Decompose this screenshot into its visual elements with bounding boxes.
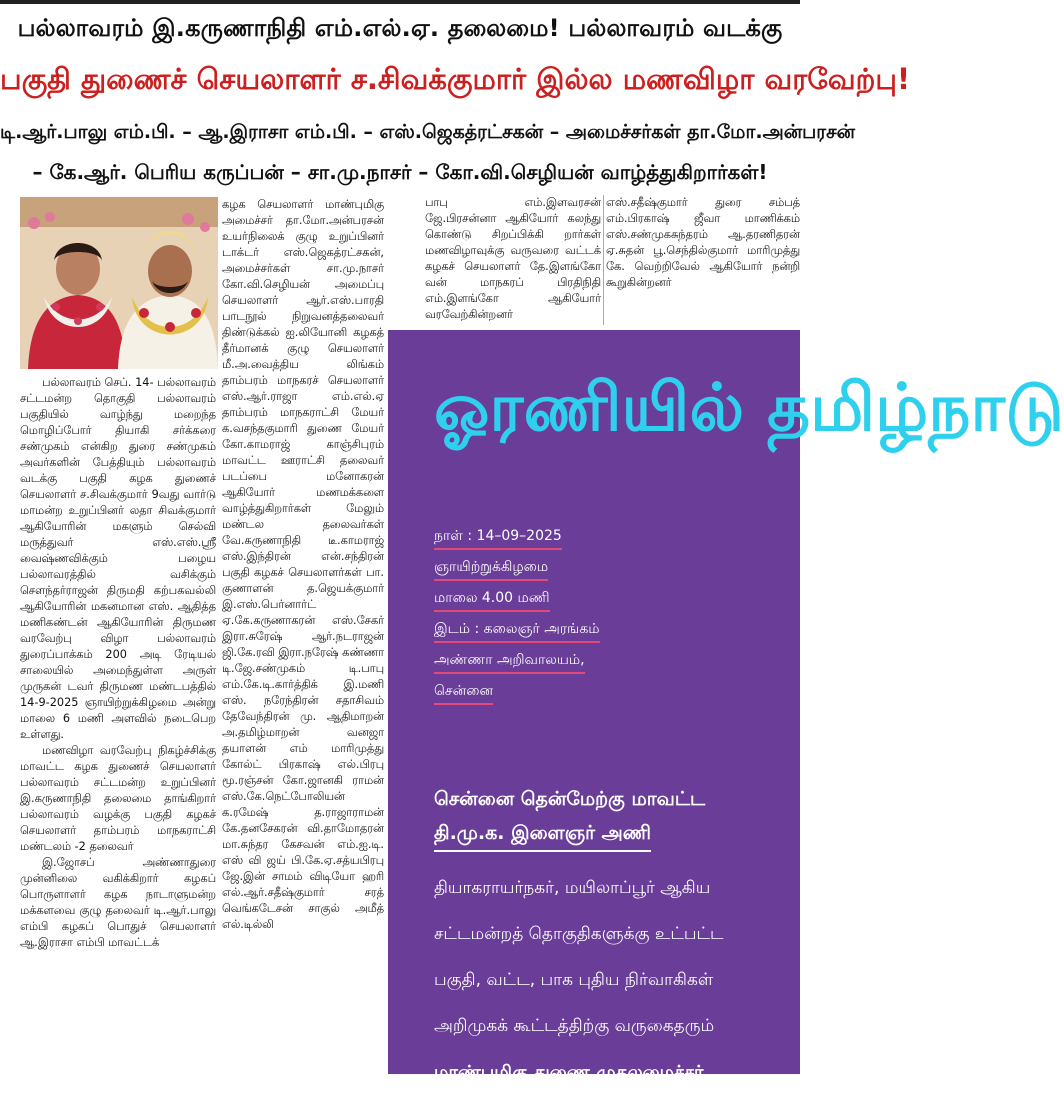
article-column-3: பாபு எம்.இளவரசன் ஜே.பிரசன்னா ஆகியோர் கலந்து கொண்டு சிறப்பிக்கி றார்கள் மணவிழாவுக்கு வருவரை வட்டக் கழகச் செயலாளர் தே.இளங்கோ வன் மாநகரப் பிரதிநிதி எம்.இளங்கோ ஆகியோர் வரவேற்கின்றனர் bbox=[425, 196, 601, 321]
event-advertisement bbox=[388, 330, 1064, 1083]
headline-line-1: பல்லாவரம் இ.கருணாநிதி எம்.எல்.ஏ. தலைமை! பல்லாவரம் வடக்கு bbox=[17, 14, 783, 42]
column-divider bbox=[603, 195, 604, 325]
advert-day: ஞாயிற்றுக்கிழமை bbox=[434, 559, 548, 581]
advert-venue-building: அண்ணா அறிவாலயம், bbox=[434, 652, 585, 674]
advert-time: மாலை 4.00 மணி bbox=[434, 590, 550, 612]
advert-body-line: மாண்புமிகு துணை முதலமைச்சர் bbox=[434, 1062, 704, 1083]
wedding-couple-photo bbox=[20, 197, 218, 369]
advert-org-line-1: சென்னை தென்மேற்கு மாவட்ட bbox=[434, 788, 706, 810]
advert-city: சென்னை bbox=[434, 683, 493, 705]
headline-line-3: டி.ஆர்.பாலு எம்.பி. – ஆ.இராசா எம்.பி. – எஸ்.ஜெகத்ரட்சகன் – அமைச்சர்கள் தா.மோ.அன்பரசன் bbox=[0, 121, 856, 143]
advert-body-line: அறிமுகக் கூட்டத்திற்கு வருகைதரும் bbox=[434, 1016, 715, 1036]
advert-event-details bbox=[434, 528, 600, 714]
advert-org-line-2: தி.மு.க. இளைஞர் அணி bbox=[434, 822, 651, 852]
headline-line-2: பகுதி துணைச் செயலாளர் ச.சிவக்குமார் இல்ல மணவிழா வரவேற்பு! bbox=[0, 62, 911, 96]
article-paragraph: இ.ஜோசப் அண்ணாதுரை முன்னிலை வகிக்கிறார் கழகப் பொருளாளர் கழக நாடாளுமன்ற மக்களவை குழு தலைவர் டி.ஆர்.பாலு எம்பி கழகப் பொதுச் செயலாளர் ஆ.இராசா எம்பி மாவட்டக் bbox=[20, 856, 216, 949]
advert-body bbox=[434, 788, 800, 1109]
advert-venue: இடம் : கலைஞர் அரங்கம் bbox=[434, 621, 600, 643]
advert-body-line: தியாகராயர்நகர், மயிலாப்பூர் ஆகிய bbox=[434, 878, 711, 898]
couple-illustration bbox=[20, 197, 218, 369]
article-column-4: எஸ்.சதீஷ்குமார் துரை சம்பத் எம்.பிரகாஷ் ஜீவா மாணிக்கம் எஸ்.சண்முகசுந்தரம் ஆ.தரணிதரன் ஏ.சுதன் பூ.செந்தில்குமார் மாரிமுத்து கே. வெற்றிவேல் ஆகியோர் நன்றி கூறுகின்றனர் bbox=[606, 196, 800, 289]
article-column-1 bbox=[20, 375, 216, 1065]
advert-title: ஓரணியில் தமிழ்நாடு bbox=[434, 368, 1064, 446]
article-column-2: கழக செயலாளர் மாண்புமிகு அமைச்சர் தா.மோ.அன்பரசன் உயர்நிலைக் குழு உறுப்பினர் டாக்டர் எஸ்.ஜெகத்ரட்சகன், அமைச்சர்கள் சா.மு.நாசர் கோ.வி.செழியன் அமைப்பு செயலாளர் ஆர்.எஸ்.பாரதி பாடநூல் நிறுவனத்தலைவர் திண்டுக்கல் ஐ.லியோனி கழகத் தீர்மானக் குழு செயலாளர் மீ.அ.வைத்திய லிங்கம் தாம்பரம் மாநகரச் செயலாளர் எஸ்.ஆர்.ராஜா எம்.எல்.ஏ தாம்பரம் மாநகராட்சி மேயர் க.வசந்தகுமாரி துணை மேயர் கோ.காமராஜ் காஞ்சிபுரம் மாவட்ட ஊராட்சி தலைவர் படப்பை மனோகரன் ஆகியோர் மணமக்களை வாழ்த்துகிறார்கள் மேலும் மண்டல தலைவர்கள் வே.கருணாநிதி டீ.காமராஜ் எஸ்.இந்திரன் என்.சந்திரன் பகுதி கழகச் செயலாளர்கள் பா. குணாளன் த.ஜெயக்குமார் இ.எஸ்.பெர்னார்ட் ஏ.கே.கருணாகரன் எஸ்.சேகர் இரா.சுரேஷ் ஆர்.நடராஜன் ஜி.கே.ரவி இரா.நரேஷ் கண்ணா டி.ஜே.சண்முகம் டி.பாபு எம்.கே.டி.கார்த்திக் இ.மணி எஸ். நரேந்திரன் சதாசிவம் தேவேந்திரன் மு. ஆதிமாறன் அ.தமிழ்மாறன் வனஜா தயாளன் எம் மாரிமுத்து கோல்ட் பிரகாஷ் எல்.பிரபு மூ.ரஞ்சன் கோ.ஜானகி ராமன் எஸ்.கே.நெட்போலியன் க.ரமேஷ் த.ராஜாராமன் கே.தனசேகரன் வி.தாமோதரன் மா.சுந்தர கேசவன் எம்.ஐ.டி. எஸ் வி ஜய் பி.கே.ஏ.சத்யபிரபு ஜே.இன் சாமம் விடியோ ஹரி எல்.ஆர்.சதீஷ்குமார் சரத் வெங்கடேசன் சாகுல் அமீத் எல்.டில்லி bbox=[222, 198, 384, 931]
headline-line-4: – கே.ஆர். பெரிய கருப்பன் – சா.மு.நாசர் – கோ.வி.செழியன் வாழ்த்துகிறார்கள்! bbox=[32, 160, 768, 184]
article-paragraph: மணவிழா வரவேற்பு நிகழ்ச்சிக்கு மாவட்ட கழக துணைச் செயலாளர் பல்லாவரம் சட்டமன்ற உறுப்பினர் இ.கருணாநிதி தலைமை தாங்கிறார் பல்லாவரம் வழக்கு பகுதி கழகச் செயலாளர் தாம்பரம் மாநகராட்சி மண்டலம் -2 தலைவர் bbox=[20, 744, 216, 853]
advert-body-line: பகுதி, வட்ட, பாக புதிய நிர்வாகிகள் bbox=[434, 970, 714, 990]
top-rule bbox=[0, 0, 800, 4]
advert-body-line: சட்டமன்றத் தொகுதிகளுக்கு உட்பட்ட bbox=[434, 924, 724, 944]
advert-date: நாள் : 14–09–2025 bbox=[434, 528, 562, 550]
article-paragraph: பல்லாவரம் செப். 14- பல்லாவரம் சட்டமன்ற தொகுதி பல்லாவரம் பகுதியில் வாழ்ந்து மறைந்த மொழிப்போர் தியாகி சர்க்கரை சண்முகம் என்கிற துரை சண்முகம் அவர்களின் பேத்தியும் பல்லாவரம் வடக்கு பகுதி கழக துணைச் செயலாளர் ச.சிவக்குமார் 9வது வார்டு மாமன்ற உறுப்பினர் லதா சிவக்குமார் ஆகியோரின் மகளும் செல்வி மருத்துவர் எஸ்.எஸ்.ஸ்ரீ வைஷ்ணவிக்கும் பழைய பல்லாவரத்தில் வசிக்கும் சௌந்தர்ராஜன் திருமதி கற்பகவல்லி ஆகியோரின் மகனமான எஸ். ஆதித்த மணிகண்டன் ஆகியோரின் திருமண வரவேற்பு விழா பல்லாவரம் துரைப்பாக்கம் 200 அடி ரேடியல் சாலையில் அமைந்துள்ள அருள் முருகன் டவர் திருமண மண்டபத்தில் 14-9-2025 ஞாயிற்றுக்கிழமை அன்று மாலை 6 மணி அளவில் நடைபெற உள்ளது. bbox=[20, 376, 216, 741]
